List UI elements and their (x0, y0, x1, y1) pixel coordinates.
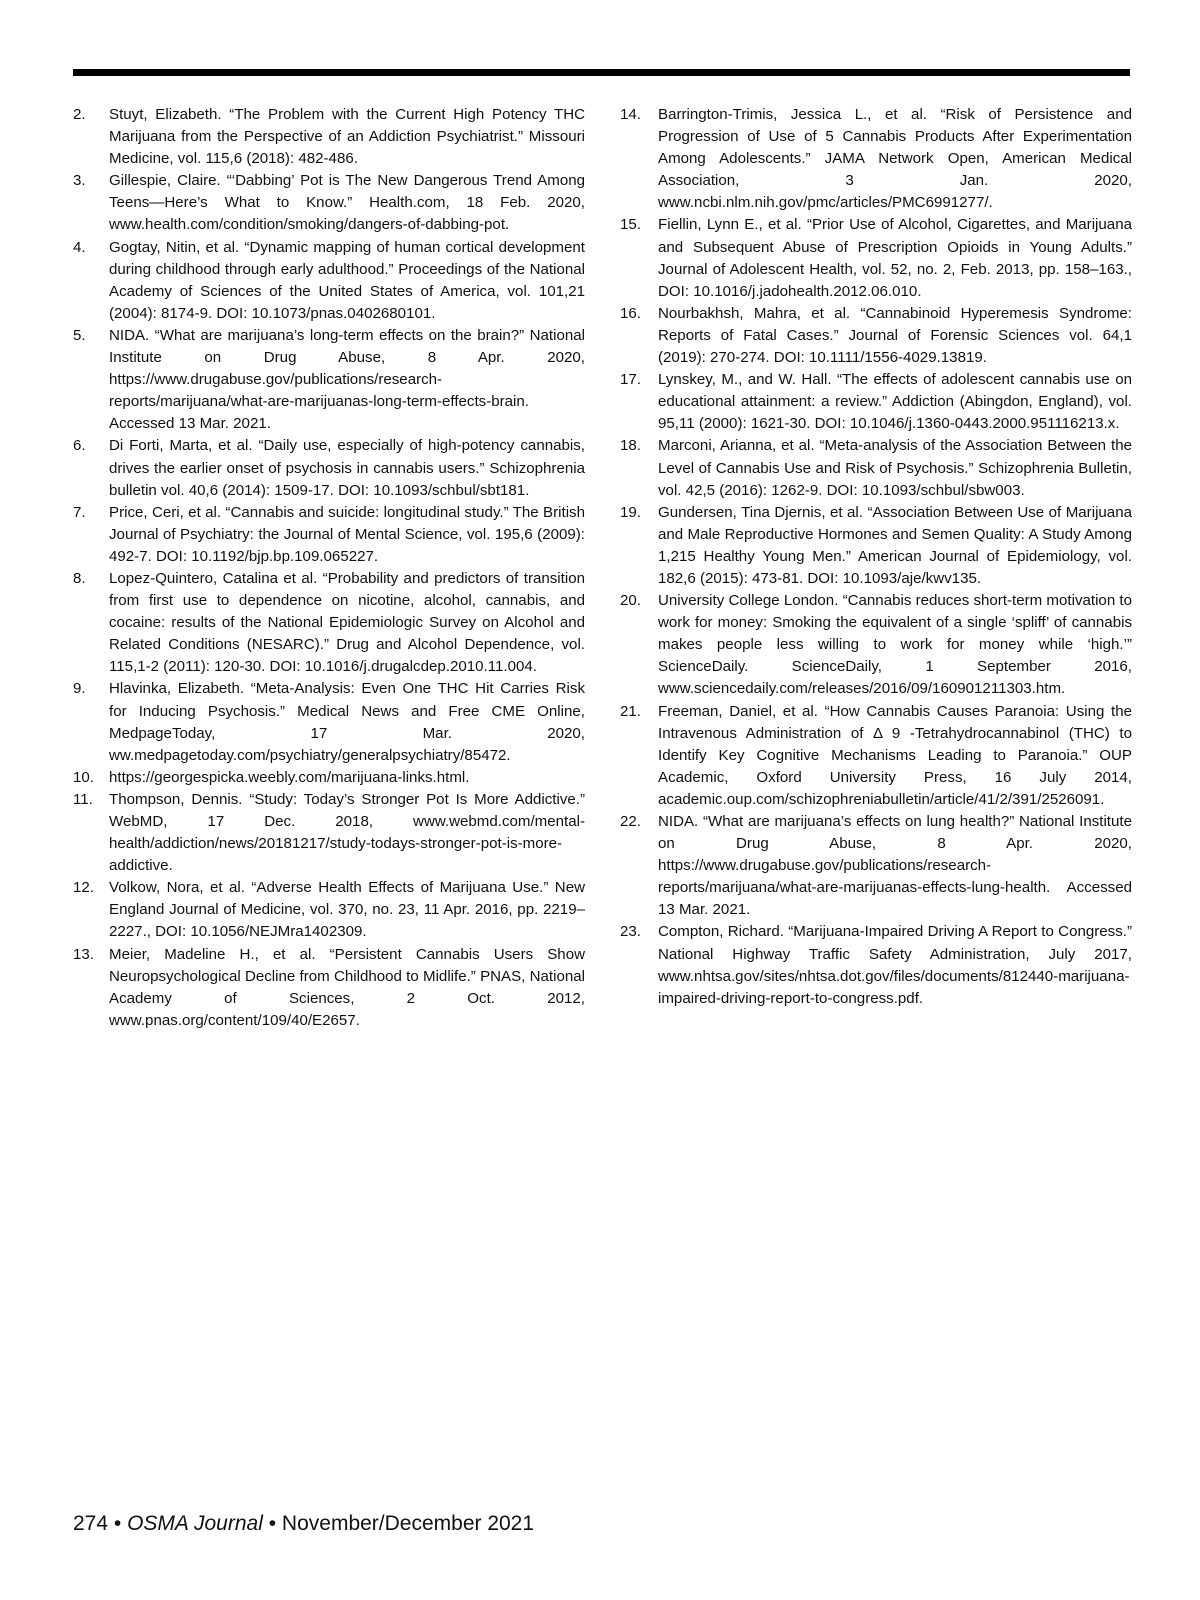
reference-item (620, 811, 1132, 921)
reference-text: Hlavinka, Elizabeth. “Meta-Analysis: Even One THC Hit Carries Risk for Inducing Psychosis.” Medical News and Free CME Online, MedpageToday, 17 Mar. 2020, ww.medpagetoday.com/psychiatry/generalpsychiatry/85472. (109, 680, 585, 764)
reference-text: Nourbakhsh, Mahra, et al. “Cannabinoid Hyperemesis Syndrome: Reports of Fatal Cases.” Journal of Forensic Sciences vol. 64,1 (2019): 270-274. DOI: 10.1111/1556-4029.13819. (658, 304, 1132, 367)
reference-text: Gillespie, Claire. “‘Dabbing’ Pot is The New Dangerous Trend Among Teens—Here’s What to Know.” Health.com, 18 Feb. 2020, www.health.com/condition/smoking/dangers-of-dabbing-pot. (109, 172, 585, 234)
reference-item (73, 104, 585, 170)
reference-number: 15. (620, 216, 641, 234)
reference-text: Stuyt, Elizabeth. “The Problem with the Current High Potency THC Marijuana from the Perspective of an Addiction Psychiatrist.” Missouri Medicine, vol. 115,6 (2018): 482-486. (109, 106, 585, 168)
reference-text: University College London. “Cannabis reduces short-term motivation to work for money: Smoking the equivalent of a single ‘spliff’ of cannabis makes people less willing to work for money while ‘high.’” ScienceDaily. ScienceDaily, 1 September 2016, www.sciencedaily.com/releases/2016/09/160901211303.htm. (658, 592, 1133, 698)
reference-item (73, 435, 585, 501)
reference-text: Thompson, Dennis. “Study: Today’s Stronger Pot Is More Addictive.” WebMD, 17 Dec. 2018, www.webmd.com/mental-health/addiction/news/20181217/study-todays-stronger-pot-is-more-addictive. (109, 790, 585, 875)
reference-text: Compton, Richard. “Marijuana-Impaired Driving A Report to Congress.” National Highway Traffic Safety Administration, July 2017, www.nhtsa.gov/sites/nhtsa.dot.gov/files/documents/812440-marijuana-impaired-driving-report-to-congress.pdf. (658, 923, 1132, 1007)
references-column-right (620, 104, 1132, 1010)
page-footer (73, 1511, 534, 1537)
reference-number: 23. (620, 923, 641, 941)
reference-text: Freeman, Daniel, et al. “How Cannabis Causes Paranoia: Using the Intravenous Administration of Δ 9 -Tetrahydrocannabinol (THC) to Identify Key Cognitive Mechanisms Leading to Paranoia.” OUP Academic, Oxford University Press, 16 July 2014, academic.oup.com/schizophreniabulletin/article/41/2/391/2526091. (658, 702, 1132, 808)
reference-item (73, 502, 585, 568)
reference-item (620, 590, 1132, 700)
reference-number: 9. (73, 680, 86, 698)
reference-text: Marconi, Arianna, et al. “Meta-analysis of the Association Between the Level of Cannabis Use and Risk of Psychosis.” Schizophrenia Bulletin, vol. 42,5 (2016): 1262-9. DOI: 10.1093/schbul/sbw003. (658, 437, 1132, 499)
reference-number: 4. (73, 238, 86, 256)
journal-name: OSMA Journal (127, 1512, 263, 1535)
reference-text: Lopez-Quintero, Catalina et al. “Probability and predictors of transition from first use to dependence on nicotine, alcohol, cannabis, and cocaine: results of the National Epidemiologic Survey on Alcohol and Related Conditions (NESARC).” Drug and Alcohol Dependence, vol. 115,1-2 (2011): 120-30. DOI: 10.1016/j.drugalcdep.2010.11.004. (109, 569, 585, 676)
reference-number: 22. (620, 813, 641, 830)
reference-item (73, 170, 585, 236)
reference-text: Fiellin, Lynn E., et al. “Prior Use of Alcohol, Cigarettes, and Marijuana and Subsequent Abuse of Prescription Opioids in Young Adults.” Journal of Adolescent Health, vol. 52, no. 2, Feb. 2013, pp. 158–163., DOI: 10.1016/j.jadohealth.2012.06.010. (658, 216, 1132, 300)
header-rule (73, 69, 1130, 76)
reference-text: Meier, Madeline H., et al. “Persistent Cannabis Users Show Neuropsychological Decline from Childhood to Midlife.” PNAS, National Academy of Sciences, 2 Oct. 2012, www.pnas.org/content/109/40/E2657. (109, 945, 585, 1029)
reference-item (620, 435, 1132, 501)
reference-item (73, 767, 585, 789)
reference-number: 12. (73, 879, 94, 897)
reference-item (73, 789, 585, 877)
reference-number: 2. (73, 106, 86, 123)
reference-number: 20. (620, 592, 641, 610)
reference-number: 10. (73, 768, 94, 786)
footer-separator: • (268, 1512, 277, 1535)
reference-item (620, 303, 1132, 369)
reference-item (620, 104, 1132, 214)
reference-text: Gogtay, Nitin, et al. “Dynamic mapping of human cortical development during childhood through early adulthood.” Proceedings of the National Academy of Sciences of the United States of America, vol. 101,21 (2004): 8174-9. DOI: 10.1073/pnas.0402680101. (109, 238, 585, 322)
reference-item (73, 944, 585, 1032)
reference-number: 3. (73, 172, 86, 190)
reference-text: NIDA. “What are marijuana’s long-term effects on the brain?” National Institute on Drug Abuse, 8 Apr. 2020, https://www.drugabuse.gov/publications/research-reports/marijuana/what-are-marijuanas-long-term-effects-brain. Accessed 13 Mar. 2021. (109, 326, 585, 433)
reference-text: Barrington-Trimis, Jessica L., et al. “Risk of Persistence and Progression of Use of 5 Cannabis Products After Experimentation Among Adolescents.” JAMA Network Open, American Medical Association, 3 Jan. 2020, www.ncbi.nlm.nih.gov/pmc/articles/PMC6991277/. (658, 106, 1132, 212)
issue-date: November/December 2021 (281, 1512, 535, 1535)
reference-item (73, 325, 585, 435)
page-number: 274 (73, 1512, 109, 1535)
reference-number: 17. (620, 371, 641, 389)
reference-text: Lynskey, M., and W. Hall. “The effects of adolescent cannabis use on educational attainment: a review.” Addiction (Abingdon, England), vol. 95,11 (2000): 1621-30. DOI: 10.1046/j.1360-0443.2000.951116213.x. (658, 371, 1132, 433)
reference-number: 6. (73, 437, 86, 455)
reference-number: 19. (620, 503, 641, 521)
reference-number: 18. (620, 437, 641, 455)
reference-item (73, 678, 585, 766)
references-column-left (73, 104, 585, 1032)
footer-separator: • (113, 1512, 122, 1535)
reference-number: 7. (73, 503, 86, 521)
reference-number: 14. (620, 106, 641, 123)
reference-number: 5. (73, 326, 86, 344)
reference-item (620, 701, 1132, 811)
reference-text: Di Forti, Marta, et al. “Daily use, especially of high-potency cannabis, drives the earlier onset of psychosis in cannabis users.” Schizophrenia bulletin vol. 40,6 (2014): 1509-17. DOI: 10.1093/schbul/sbt181. (109, 437, 585, 499)
reference-item (73, 568, 585, 678)
reference-item (73, 877, 585, 943)
reference-list-left (73, 104, 585, 1032)
reference-item (620, 921, 1132, 1009)
reference-text: Volkow, Nora, et al. “Adverse Health Effects of Marijuana Use.” New England Journal of Medicine, vol. 370, no. 23, 11 Apr. 2016, pp. 2219–2227., DOI: 10.1056/NEJMra1402309. (109, 879, 585, 941)
reference-list-right (620, 104, 1132, 1010)
reference-number: 11. (73, 790, 93, 808)
reference-text: https://georgespicka.weebly.com/marijuana-links.html. (109, 768, 470, 786)
reference-text: NIDA. “What are marijuana’s effects on lung health?” National Institute on Drug Abuse, 8 Apr. 2020, https://www.drugabuse.gov/publications/research-reports/marijuana/what-are-marijuanas-effects-lung-health. Accessed 13 Mar. 2021. (658, 813, 1132, 919)
reference-text: Gundersen, Tina Djernis, et al. “Association Between Use of Marijuana and Male Reproductive Hormones and Semen Quality: A Study Among 1,215 Healthy Young Men.” American Journal of Epidemiology, vol. 182,6 (2015): 473-81. DOI: 10.1093/aje/kwv135. (658, 503, 1132, 587)
reference-number: 13. (73, 945, 94, 963)
reference-item (620, 214, 1132, 302)
reference-number: 21. (620, 702, 641, 720)
reference-number: 8. (73, 569, 86, 587)
reference-number: 16. (620, 304, 641, 322)
reference-item (620, 502, 1132, 590)
reference-text: Price, Ceri, et al. “Cannabis and suicide: longitudinal study.” The British Journal of Psychiatry: the Journal of Mental Science, vol. 195,6 (2009): 492-7. DOI: 10.1192/bjp.bp.109.065227. (109, 503, 585, 565)
reference-item (620, 369, 1132, 435)
reference-item (73, 237, 585, 325)
